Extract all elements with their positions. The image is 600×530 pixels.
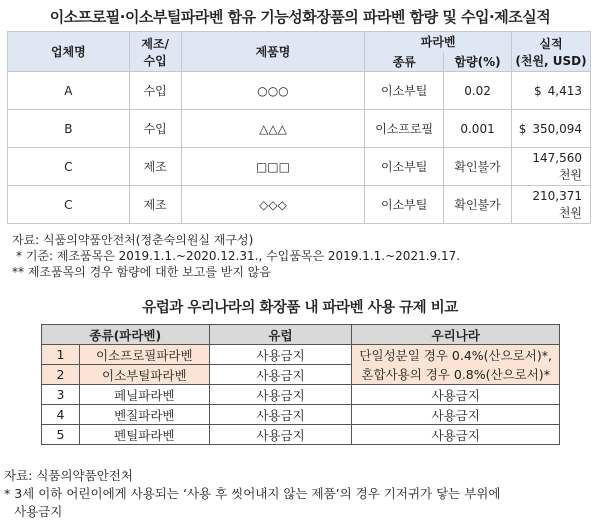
cell-content: 확인불가 (444, 148, 512, 186)
table-row (42, 385, 560, 405)
cell-type: 수입 (129, 110, 181, 148)
cell-kind: 이소프로필 (365, 110, 444, 148)
cell-korea: 사용금지 (352, 405, 560, 425)
cell-num: 5 (42, 425, 80, 445)
cell-europe: 사용금지 (209, 345, 352, 365)
header-korea: 우리나라 (352, 325, 560, 345)
cell-amount: $ 4,413 (512, 72, 591, 110)
cell-europe: 사용금지 (209, 405, 352, 425)
table-row (8, 72, 591, 110)
cell-name: 펜틸파라벤 (79, 425, 209, 445)
cell-product: □□□ (181, 148, 365, 186)
table1-title: 이소프로필·이소부틸파라벤 함유 기능성화장품의 파라벤 함량 및 수입·제조실적 (49, 8, 551, 26)
cell-kind: 이소부틸 (365, 72, 444, 110)
cell-num: 1 (42, 345, 80, 365)
cell-kind: 이소부틸 (365, 186, 444, 224)
table-row (8, 110, 591, 148)
cell-amount: 147,560 천원 (512, 148, 591, 186)
cell-company: B (8, 110, 130, 148)
table-row (42, 345, 560, 365)
header-type: 제조/ 수입 (129, 32, 181, 72)
cell-name: 벤질파라벤 (79, 405, 209, 425)
cell-company: C (8, 148, 130, 186)
cell-num: 2 (42, 365, 80, 385)
cell-type: 제조 (129, 148, 181, 186)
table2-footnote: * 3세 이하 어린이에게 사용되는 ‘사용 후 씻어내지 않는 제품’의 경우 기저귀가 닿는 부위에 (4, 486, 501, 501)
cell-content: 확인불가 (444, 186, 512, 224)
table1-content-note: ** 제조품목의 경우 함량에 대한 보고를 받지 않음 (12, 265, 271, 279)
cell-amount: $ 350,094 (512, 110, 591, 148)
table1-source-note: 자료: 식품의약품안전처(정춘숙의원실 재구성) (12, 233, 254, 247)
cell-europe: 사용금지 (209, 385, 352, 405)
table2-source-note: 자료: 식품의약품안전처 (4, 468, 133, 483)
cell-company: A (8, 72, 130, 110)
cell-type: 수입 (129, 72, 181, 110)
cell-num: 3 (42, 385, 80, 405)
header-company: 업체명 (8, 32, 130, 72)
cell-product: ◇◇◇ (181, 186, 365, 224)
header-content: 함량(%) (444, 52, 512, 72)
table-row (42, 425, 560, 445)
cell-amount: 210,371 천원 (512, 186, 591, 224)
cell-name: 이소프로필파라벤 (79, 345, 209, 365)
regulation-comparison-table (41, 324, 560, 445)
cell-product: △△△ (181, 110, 365, 148)
cell-content: 0.001 (444, 110, 512, 148)
header-paraben: 파라벤 (365, 32, 512, 52)
cell-europe: 사용금지 (209, 425, 352, 445)
cell-company: C (8, 186, 130, 224)
cell-korea: 사용금지 (352, 425, 560, 445)
paraben-content-table (7, 31, 591, 224)
cell-content: 0.02 (444, 72, 512, 110)
cell-korea-merged: 단일성분일 경우 0.4%(산으로서)*, 혼합사용의 경우 0.8%(산으로서)* (352, 345, 560, 385)
cell-europe: 사용금지 (209, 365, 352, 385)
cell-korea: 사용금지 (352, 385, 560, 405)
table-row (8, 148, 591, 186)
table1-period-note: * 기준: 제조품목은 2019.1.1.~2020.12.31., 수입품목은 2019.1.1.~2021.9.17. (16, 249, 461, 263)
cell-product: ○○○ (181, 72, 365, 110)
header-europe: 유럽 (209, 325, 352, 345)
table-row (42, 405, 560, 425)
header-results: 실적 (천원, USD) (512, 32, 591, 72)
header-kind: 종류 (365, 52, 444, 72)
header-kind: 종류(파라벤) (42, 325, 210, 345)
cell-num: 4 (42, 405, 80, 425)
cell-name: 페닐파라벤 (79, 385, 209, 405)
table2-title: 유럽과 우리나라의 화장품 내 파라벤 사용 규제 비교 (142, 300, 458, 316)
table-row (8, 186, 591, 224)
cell-name: 이소부틸파라벤 (79, 365, 209, 385)
table2-footnote-cont: 사용금지 (14, 504, 63, 519)
cell-type: 제조 (129, 186, 181, 224)
cell-kind: 이소부틸 (365, 148, 444, 186)
header-product: 제품명 (181, 32, 365, 72)
